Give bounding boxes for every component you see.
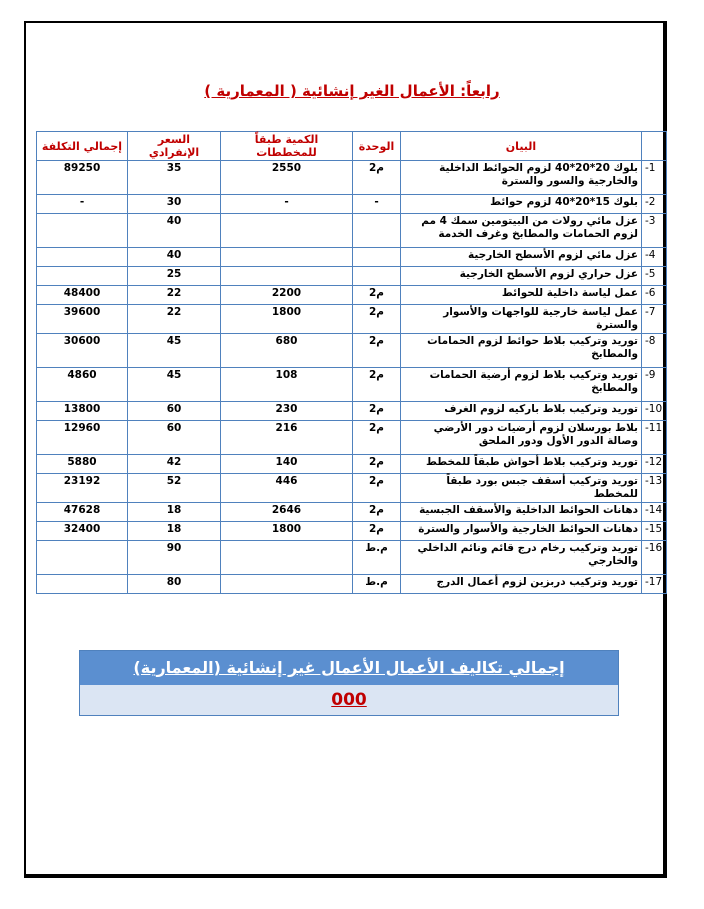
row-quantity	[221, 214, 353, 248]
table-header-row	[37, 132, 667, 161]
row-number: -17	[642, 575, 667, 594]
row-number: -4	[642, 248, 667, 267]
row-unit: م2	[353, 421, 401, 455]
row-quantity: 1800	[221, 522, 353, 541]
row-unit-price: 80	[128, 575, 221, 594]
table-row	[37, 195, 667, 214]
row-quantity: 1800	[221, 305, 353, 334]
row-description: عمل لياسة خارجية للواجهات والأسوار والسترة	[401, 305, 642, 334]
row-unit: -	[353, 195, 401, 214]
row-number: -2	[642, 195, 667, 214]
row-total: 30600	[37, 334, 128, 368]
row-unit: م2	[353, 474, 401, 503]
row-total: 32400	[37, 522, 128, 541]
row-unit: م2	[353, 503, 401, 522]
bill-of-quantities-table	[36, 131, 667, 594]
row-description: عزل حراري لزوم الأسطح الخارجية	[401, 267, 642, 286]
row-unit-price: 35	[128, 161, 221, 195]
row-total: 23192	[37, 474, 128, 503]
row-number: -10	[642, 402, 667, 421]
table-row	[37, 455, 667, 474]
row-number: -16	[642, 541, 667, 575]
row-unit-price: 25	[128, 267, 221, 286]
row-total: 12960	[37, 421, 128, 455]
table-row	[37, 161, 667, 195]
row-quantity: 2550	[221, 161, 353, 195]
row-unit: م2	[353, 161, 401, 195]
row-unit-price: 40	[128, 214, 221, 248]
row-quantity	[221, 541, 353, 575]
table-row	[37, 305, 667, 334]
row-quantity	[221, 248, 353, 267]
section-title: رابعاً: الأعمال الغير إنشائية ( المعمارية )	[204, 82, 500, 100]
table-row	[37, 334, 667, 368]
row-quantity	[221, 267, 353, 286]
row-description: بلوك 20*20*40 لزوم الحوائط الداخلية والخارجية والسور والسترة	[401, 161, 642, 195]
row-number: -5	[642, 267, 667, 286]
summary-value: 000	[80, 685, 618, 715]
table-row	[37, 267, 667, 286]
header-total: إجمالي التكلفة	[37, 132, 128, 161]
row-description: توريد وتركيب بلاط لزوم أرضية الحمامات والمطابخ	[401, 368, 642, 402]
row-unit-price: 30	[128, 195, 221, 214]
row-description: توريد وتركيب دربزين لزوم أعمال الدرج	[401, 575, 642, 594]
row-total	[37, 541, 128, 575]
table-row	[37, 214, 667, 248]
row-description: دهانات الحوائط الخارجية والأسوار والسترة	[401, 522, 642, 541]
table-row	[37, 503, 667, 522]
table-row	[37, 286, 667, 305]
row-unit-price: 52	[128, 474, 221, 503]
row-total: 4860	[37, 368, 128, 402]
row-unit	[353, 267, 401, 286]
table-row	[37, 402, 667, 421]
row-unit-price: 42	[128, 455, 221, 474]
row-description: توريد وتركيب بلاط باركيه لزوم الغرف	[401, 402, 642, 421]
row-quantity: 2200	[221, 286, 353, 305]
row-description: دهانات الحوائط الداخلية والأسقف الجبسية	[401, 503, 642, 522]
row-unit-price: 45	[128, 334, 221, 368]
header-quantity: الكمية طبقاً للمخططات	[221, 132, 353, 161]
row-total	[37, 575, 128, 594]
row-total: 48400	[37, 286, 128, 305]
row-description: عزل مائي رولات من البيتومين سمك 4 مم لزوم الحمامات والمطابخ وغرف الخدمة	[401, 214, 642, 248]
row-unit-price: 45	[128, 368, 221, 402]
row-number: -12	[642, 455, 667, 474]
row-number: -6	[642, 286, 667, 305]
row-description: توريد وتركيب بلاط أحواش طبقاً للمخطط	[401, 455, 642, 474]
row-unit-price: 90	[128, 541, 221, 575]
row-unit-price: 22	[128, 286, 221, 305]
row-quantity: 446	[221, 474, 353, 503]
row-unit: م2	[353, 305, 401, 334]
row-unit: م2	[353, 522, 401, 541]
row-number: -14	[642, 503, 667, 522]
row-unit-price: 22	[128, 305, 221, 334]
row-unit: م2	[353, 286, 401, 305]
row-total: -	[37, 195, 128, 214]
row-number: -15	[642, 522, 667, 541]
table-row	[37, 575, 667, 594]
header-description: البيان	[401, 132, 642, 161]
row-description: توريد وتركيب رخام درج قائم ونائم الداخلي والخارجي	[401, 541, 642, 575]
row-description: بلوك 15*20*40 لزوم حوائط	[401, 195, 642, 214]
row-number: -3	[642, 214, 667, 248]
row-quantity: -	[221, 195, 353, 214]
row-total: 39600	[37, 305, 128, 334]
row-number: -8	[642, 334, 667, 368]
row-description: عزل مائي لزوم الأسطح الخارجية	[401, 248, 642, 267]
row-unit: م2	[353, 402, 401, 421]
row-number: -13	[642, 474, 667, 503]
row-total: 5880	[37, 455, 128, 474]
header-unit-price: السعر الإنفرادي	[128, 132, 221, 161]
row-number: -9	[642, 368, 667, 402]
header-no	[642, 132, 667, 161]
row-quantity: 216	[221, 421, 353, 455]
row-total: 13800	[37, 402, 128, 421]
row-unit: م.ط	[353, 541, 401, 575]
row-unit-price: 60	[128, 421, 221, 455]
row-unit: م2	[353, 334, 401, 368]
row-unit	[353, 214, 401, 248]
row-unit-price: 18	[128, 522, 221, 541]
row-total	[37, 267, 128, 286]
row-unit-price: 60	[128, 402, 221, 421]
summary-box	[79, 650, 619, 716]
row-total: 89250	[37, 161, 128, 195]
row-description: توريد وتركيب بلاط حوائط لزوم الحمامات والمطابخ	[401, 334, 642, 368]
row-quantity: 108	[221, 368, 353, 402]
row-quantity: 2646	[221, 503, 353, 522]
row-unit	[353, 248, 401, 267]
row-quantity	[221, 575, 353, 594]
row-total	[37, 248, 128, 267]
row-number: -1	[642, 161, 667, 195]
row-description: توريد وتركيب أسقف جبس بورد طبقاً للمخطط	[401, 474, 642, 503]
table-row	[37, 421, 667, 455]
summary-label: إجمالي تكاليف الأعمال الأعمال غير إنشائية (المعمارية)	[80, 651, 618, 685]
row-unit-price: 40	[128, 248, 221, 267]
table-row	[37, 541, 667, 575]
row-quantity: 230	[221, 402, 353, 421]
row-description: عمل لياسة داخلية للحوائط	[401, 286, 642, 305]
table-row	[37, 368, 667, 402]
row-total: 47628	[37, 503, 128, 522]
row-quantity: 140	[221, 455, 353, 474]
table-row	[37, 474, 667, 503]
header-unit: الوحدة	[353, 132, 401, 161]
row-unit: م2	[353, 455, 401, 474]
row-total	[37, 214, 128, 248]
row-number: -11	[642, 421, 667, 455]
table-row	[37, 248, 667, 267]
row-unit: م2	[353, 368, 401, 402]
table-row	[37, 522, 667, 541]
row-quantity: 680	[221, 334, 353, 368]
row-unit-price: 18	[128, 503, 221, 522]
row-description: بلاط بورسلان لزوم أرضيات دور الأرضي وصالة الدور الأول ودور الملحق	[401, 421, 642, 455]
row-unit: م.ط	[353, 575, 401, 594]
row-number: -7	[642, 305, 667, 334]
